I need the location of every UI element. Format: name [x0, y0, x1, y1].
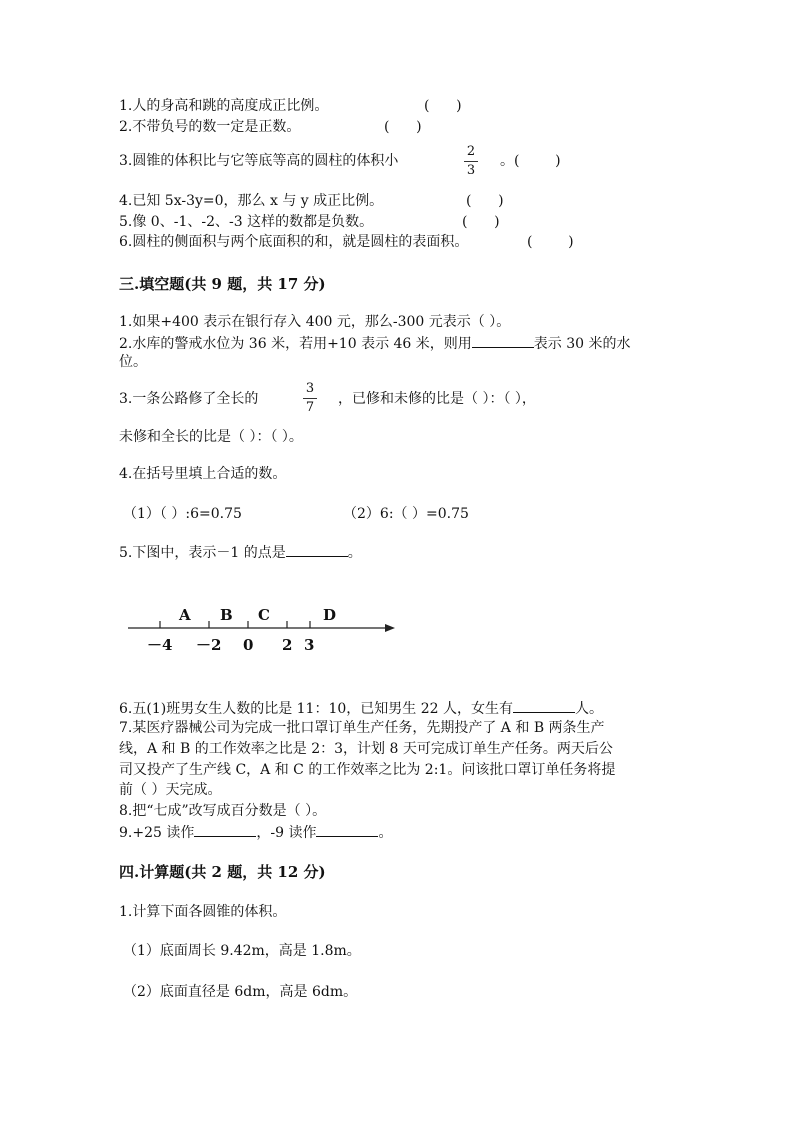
fill-q8: 8.把“七成”改写成百分数是（ ）。: [119, 803, 327, 819]
fill-q6-end: 人。: [574, 701, 603, 717]
fill-q3-line2: 未修和全长的比是（ ）：（ ）。: [119, 429, 303, 445]
fill-q2-text-tail: 表示 30 米的水: [533, 336, 631, 352]
point-label-b: B: [220, 606, 233, 624]
judge-q6: 6.圆柱的侧面积与两个底面积的和，就是圆柱的表面积。: [119, 234, 469, 250]
fill-q7-line1: 7.某医疗器械公司为完成一批口罩订单生产任务，先期投产了 A 和 B 两条生产: [119, 720, 605, 736]
answer-blank[interactable]: [513, 698, 575, 713]
fill-q7-line4: 前（ ）天完成。: [119, 782, 222, 798]
fill-q2-text: 2.水库的警戒水位为 36 米，若用+10 表示 46 米，则用: [119, 336, 472, 352]
fill-q7-line2: 线，A 和 B 的工作效率之比是 2：3，计划 8 天可完成订单生产任务。两天后公: [119, 741, 613, 757]
fill-q2: [119, 333, 631, 354]
fill-q4: 4.在括号里填上合适的数。: [119, 466, 287, 482]
fill-q5-end: 。: [347, 545, 362, 561]
answer-paren[interactable]: ( ): [462, 214, 500, 230]
fraction-numerator: 3: [305, 381, 315, 396]
fill-q6: [119, 698, 603, 719]
fill-q9-text-mid: ，-9 读作: [256, 825, 317, 841]
point-label-c: C: [258, 606, 270, 624]
fill-q2-continued: 位。: [119, 354, 147, 370]
fill-q5: [119, 542, 362, 563]
answer-paren[interactable]: ( ): [466, 193, 504, 209]
answer-blank[interactable]: [194, 822, 256, 837]
judge-q3: 3.圆锥的体积比与它等底等高的圆柱的体积小: [119, 153, 399, 169]
judge-q5: 5.像 0、-1、-2、-3 这样的数都是负数。: [119, 214, 374, 230]
answer-blank[interactable]: [472, 333, 534, 348]
fill-q9-end: 。: [378, 825, 393, 841]
fill-q9-text: 9.+25 读作: [119, 825, 195, 841]
fraction: [464, 145, 478, 178]
answer-blank[interactable]: [316, 822, 378, 837]
tick-label: －2: [196, 636, 222, 654]
fraction-bar: [464, 161, 478, 162]
section-title: 三.填空题(共 9 题，共 17 分): [119, 275, 326, 293]
answer-paren[interactable]: ( ): [424, 98, 462, 114]
fill-q5-text: 5.下图中，表示－1 的点是: [119, 545, 286, 561]
fill-q4-part2: （2）6:（ ）=0.75: [343, 506, 469, 522]
tick-label: 3: [304, 636, 315, 654]
fill-q1: 1.如果+400 表示在银行存入 400 元，那么-300 元表示（ ）。: [119, 314, 511, 330]
answer-blank[interactable]: [286, 542, 348, 557]
fill-q4-part1: （1）（ ）:6=0.75: [123, 506, 242, 522]
fraction-numerator: 2: [466, 144, 476, 159]
fraction-denominator: 3: [466, 163, 476, 178]
answer-paren[interactable]: 。( ): [500, 153, 561, 169]
judge-q4: 4.已知 5x-3y=0，那么 x 与 y 成正比例。: [119, 193, 384, 209]
tick-label: 2: [282, 636, 293, 654]
judge-q2: 2.不带负号的数一定是正数。: [119, 119, 301, 135]
answer-paren[interactable]: ( ): [384, 119, 422, 135]
fill-q9: [119, 822, 392, 843]
point-label-d: D: [323, 606, 337, 624]
judge-q1: 1.人的身高和跳的高度成正比例。: [119, 98, 329, 114]
fill-q7-line3: 司又投产了生产线 C，A 和 C 的工作效率之比为 2:1。问该批口罩订单任务将提: [119, 762, 616, 778]
tick-label: 0: [243, 636, 254, 654]
tick-label: －4: [147, 636, 173, 654]
calc-q1: 1.计算下面各圆锥的体积。: [119, 904, 287, 920]
calc-q1-part2: （2）底面直径是 6dm，高是 6dm。: [123, 984, 358, 1000]
answer-paren[interactable]: ( ): [527, 234, 574, 250]
fill-q6-text: 6.五(1)班男女生人数的比是 11：10，已知男生 22 人，女生有: [119, 701, 513, 717]
fill-q3: 3.一条公路修了全长的: [119, 391, 259, 407]
number-line-arrow: [385, 624, 395, 632]
calc-q1-part1: （1）底面周长 9.42m，高是 1.8m。: [123, 943, 361, 959]
fraction-denominator: 7: [305, 400, 315, 415]
point-label-a: A: [179, 606, 191, 624]
fraction: [303, 382, 317, 415]
fill-q3-tail: ，已修和未修的比是（ ）：（ ），: [338, 391, 536, 407]
section-title: 四.计算题(共 2 题，共 12 分): [119, 863, 326, 881]
fraction-bar: [303, 398, 317, 399]
